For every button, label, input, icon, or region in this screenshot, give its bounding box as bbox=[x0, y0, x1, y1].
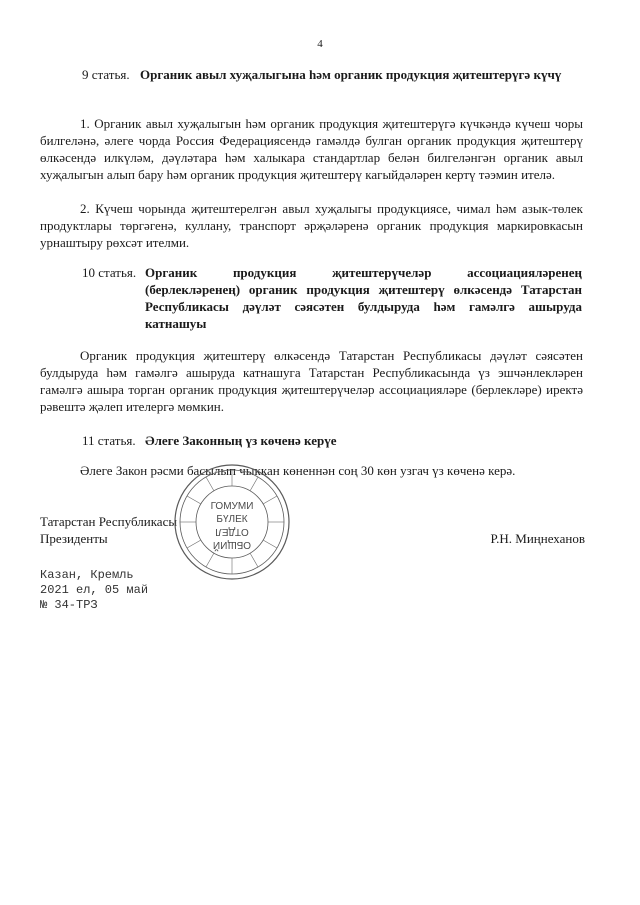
official-stamp bbox=[172, 462, 292, 582]
stamp-line-4: ОБЩИЙ bbox=[212, 539, 252, 550]
article-9-paragraph-1: 1. Органик авыл хуҗалыгын һәм органик продукция җитештерүгә күчкәндә күчеш чоры билгеләнә, әлеге чорда Россия Федерациясендә гамәлдә булган органик продукция җитештерү өлкәсендә илкүләм, дәүләтара һәм халыкара стандартлар белән билгеләнгән органик авыл хуҗалыгын алып бару һәм органик продукция җитештерү кагыйдәләрен кертү тәэмин ителә. bbox=[40, 116, 583, 182]
article-9-title: Органик авыл хуҗалыгына һәм органик продукция җитештерүгә күчү bbox=[140, 67, 562, 82]
date-line: 2021 ел, 05 май bbox=[40, 583, 149, 597]
signatory-title-line-1: Татарстан Республикасы bbox=[40, 514, 178, 529]
article-9-label: 9 статья. bbox=[82, 67, 130, 82]
article-9-heading bbox=[82, 66, 582, 83]
article-10-paragraph-1: Органик продукция җитештерү өлкәсендә Татарстан Республикасы дәүләт сәясәтен булдыруда һәм гамәлгә ашыруда катнашуга Татарстан Республикасында үз эшчәнлекләрен гамәлгә ашыра торган органик продукция җитештерүчеләр ассоциацияләре (берлекләре) иректә рәвештә җәлеп ителергә мөмкин. bbox=[40, 348, 583, 414]
article-10-title: Органик продукция җитештерүчеләр ассоциацияләренең (берлекләренең) органик продукция җитештерү өлкәсендә Татарстан Республикасы дәүләт сәясәтен булдыруда һәм гамәлгә ашыруда катнашуы bbox=[145, 265, 582, 331]
page-number: 4 bbox=[317, 38, 323, 50]
signatory-title bbox=[40, 513, 177, 547]
article-11-paragraph-1: Әлеге Закон рәсми басылып чыккан көненнән соң 30 көн узгач үз көченә керә. bbox=[80, 463, 516, 478]
stamp-line-1: ГОМУМИ bbox=[210, 501, 254, 512]
place-date-number bbox=[40, 568, 148, 613]
stamp-line-2: БҮЛЕК bbox=[216, 514, 248, 525]
stamp-seal-icon bbox=[172, 462, 292, 582]
signatory-title-line-2: Президенты bbox=[40, 531, 108, 546]
article-11-title: Әлеге Законның үз көченә керүе bbox=[145, 433, 337, 448]
stamp-line-3: ОТДЕЛ bbox=[215, 526, 249, 537]
article-11-label: 11 статья. bbox=[82, 433, 136, 448]
place-line: Казан, Кремль bbox=[40, 568, 134, 582]
article-11-heading bbox=[82, 432, 582, 449]
article-10-heading bbox=[82, 264, 582, 332]
law-number-line: № 34-ТРЗ bbox=[40, 598, 98, 612]
article-10-label: 10 статья. bbox=[82, 265, 137, 280]
signatory-name: Р.Н. Миңнеханов bbox=[490, 531, 585, 546]
article-9-paragraph-2: 2. Күчеш чорында җитештерелгән авыл хуҗалыгы продукциясе, чимал һәм азык-төлек продуктлары төргәгенә, куллану, транспорт әрҗәләренә органик продукция маркировкасын урнаштыру рөхсәт ителми. bbox=[40, 201, 583, 250]
